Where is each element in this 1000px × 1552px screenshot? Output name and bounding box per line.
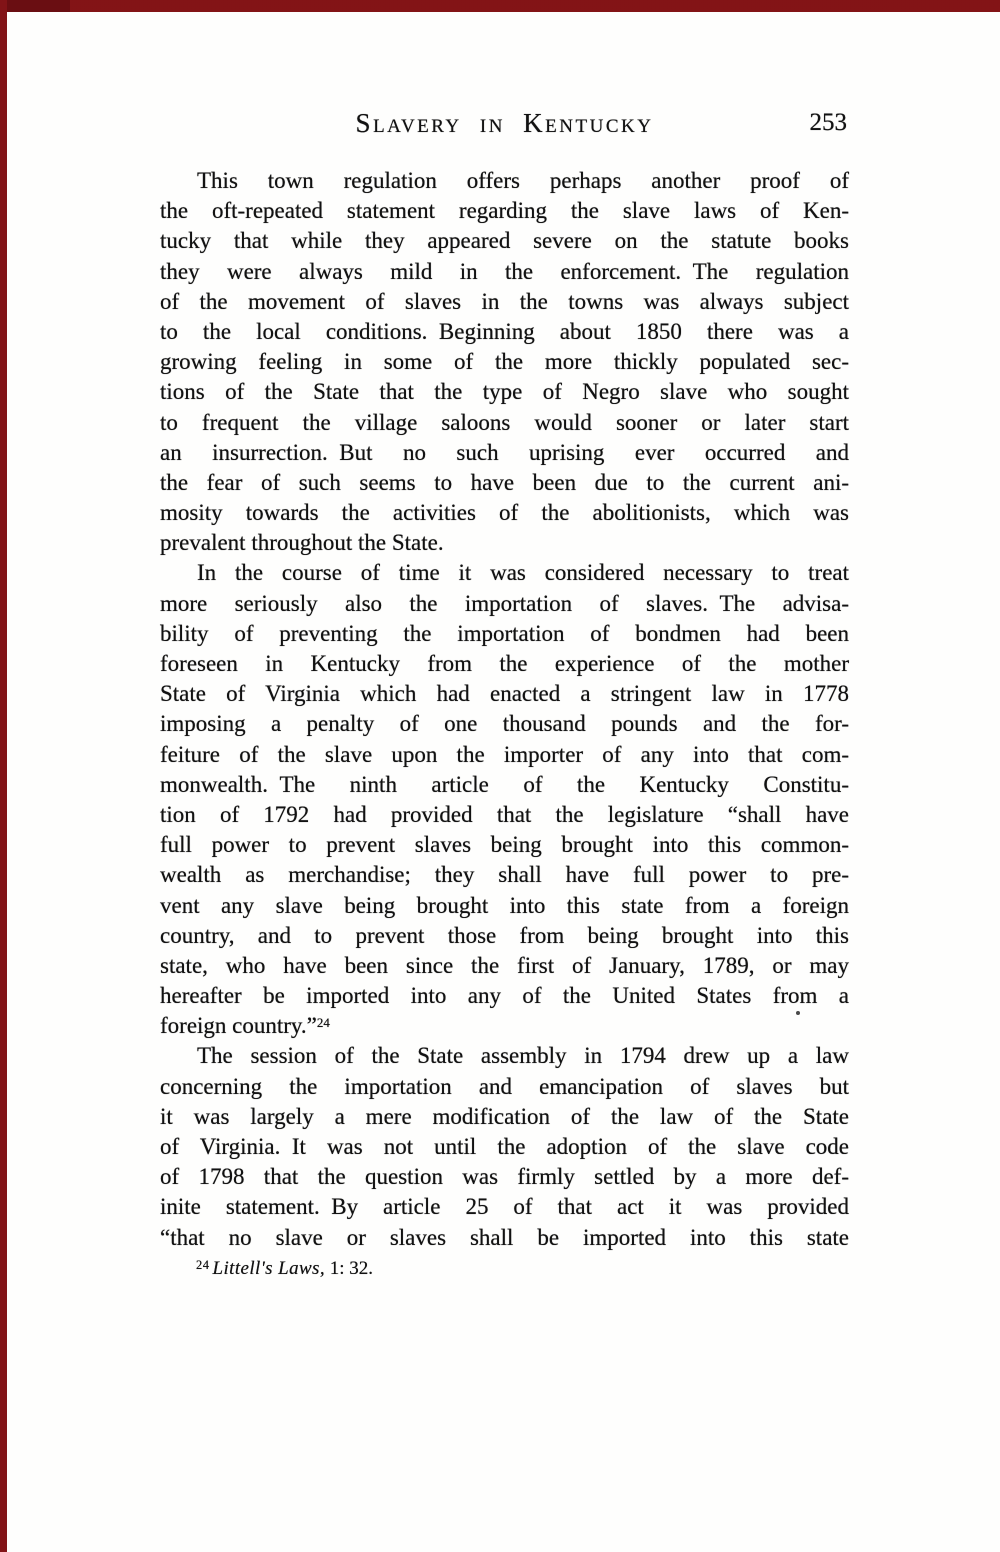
text-line: In the course of time it was considered necessary to treat xyxy=(197,560,849,586)
text-line: foreign country.”$^{24}$ xyxy=(160,1013,330,1039)
text-line: more seriously also the importation of slaves. The advisa- xyxy=(160,590,849,616)
text-line: foreseen in Kentucky from the experience of the mother xyxy=(160,651,849,676)
text-line: tion of 1792 had provided that the legislature “shall have xyxy=(160,801,849,827)
text-line: country, and to prevent those from being brought into this xyxy=(160,922,849,948)
text-line: vent any slave being brought into this state from a foreign xyxy=(160,892,849,918)
text-line: tions of the State that the type of Negro slave who sought xyxy=(160,379,849,405)
text-line: bility of preventing the importation of bondmen had been xyxy=(160,620,849,646)
footnote-reference: 1: 32. xyxy=(329,1258,374,1279)
text-line: tucky that while they appeared severe on the statute books xyxy=(160,228,849,254)
text-line: inite statement. By article 25 of that act it was provided xyxy=(160,1194,849,1220)
footnote-ref-superscript: 24 xyxy=(316,1015,330,1031)
text-line: they were always mild in the enforcement. The regulation xyxy=(160,258,849,284)
text-line: of 1798 that the question was firmly settled by a more def- xyxy=(160,1164,849,1190)
running-title: Slavery in Kentucky xyxy=(355,108,654,138)
text-line: “that no slave or slaves shall be imported into this state xyxy=(160,1224,849,1250)
text-line: the oft-repeated statement regarding the slave laws of Ken- xyxy=(160,198,849,224)
footnote-source: Littell's Laws, xyxy=(212,1258,325,1279)
text-line: wealth as merchandise; they shall have full power to pre- xyxy=(160,862,849,888)
text-line: feiture of the slave upon the importer of any into that com- xyxy=(160,741,849,767)
footnote xyxy=(160,1252,885,1282)
page-header xyxy=(160,109,849,139)
text-line: monwealth. The ninth article of the Kentucky Constitu- xyxy=(160,771,849,797)
text-line: of Virginia. It was not until the adoption of the slave code xyxy=(160,1134,849,1159)
page-number: 253 xyxy=(809,109,847,136)
text-line: state, who have been since the first of January, 1789, or may xyxy=(160,952,849,978)
scan-edge-left xyxy=(0,0,7,1552)
text-line: it was largely a mere modification of the law of the State xyxy=(160,1103,849,1129)
text-line: an insurrection. But no such uprising ever occurred and xyxy=(160,439,849,465)
text-line: of the movement of slaves in the towns was always subject xyxy=(160,288,849,314)
scan-edge-corner xyxy=(0,0,70,12)
scan-edge-top xyxy=(0,0,1000,12)
ink-speckle xyxy=(796,1011,800,1015)
text-line: imposing a penalty of one thousand pounds and the for- xyxy=(160,711,849,737)
text-line: growing feeling in some of the more thickly populated sec- xyxy=(160,349,849,375)
body-text xyxy=(160,166,849,1253)
text-line: the fear of such seems to have been due to the current ani- xyxy=(160,469,849,495)
text-line: prevalent throughout the State. xyxy=(160,530,444,556)
text-line: hereafter be imported into any of the United States from a xyxy=(160,983,849,1009)
text-line: This town regulation offers perhaps another proof of xyxy=(197,168,849,193)
text-line: The session of the State assembly in 1794 drew up a law xyxy=(197,1043,849,1069)
text-line: full power to prevent slaves being brought into this common- xyxy=(160,832,849,858)
text-line: to the local conditions. Beginning about 1850 there was a xyxy=(160,318,849,344)
text-line: State of Virginia which had enacted a stringent law in 1778 xyxy=(160,681,849,707)
text-line: mosity towards the activities of the abolitionists, which was xyxy=(160,500,849,526)
text-line: concerning the importation and emancipation of slaves but xyxy=(160,1073,849,1099)
text-line: to frequent the village saloons would sooner or later start xyxy=(160,409,849,435)
footnote-marker: 24 xyxy=(196,1258,210,1272)
